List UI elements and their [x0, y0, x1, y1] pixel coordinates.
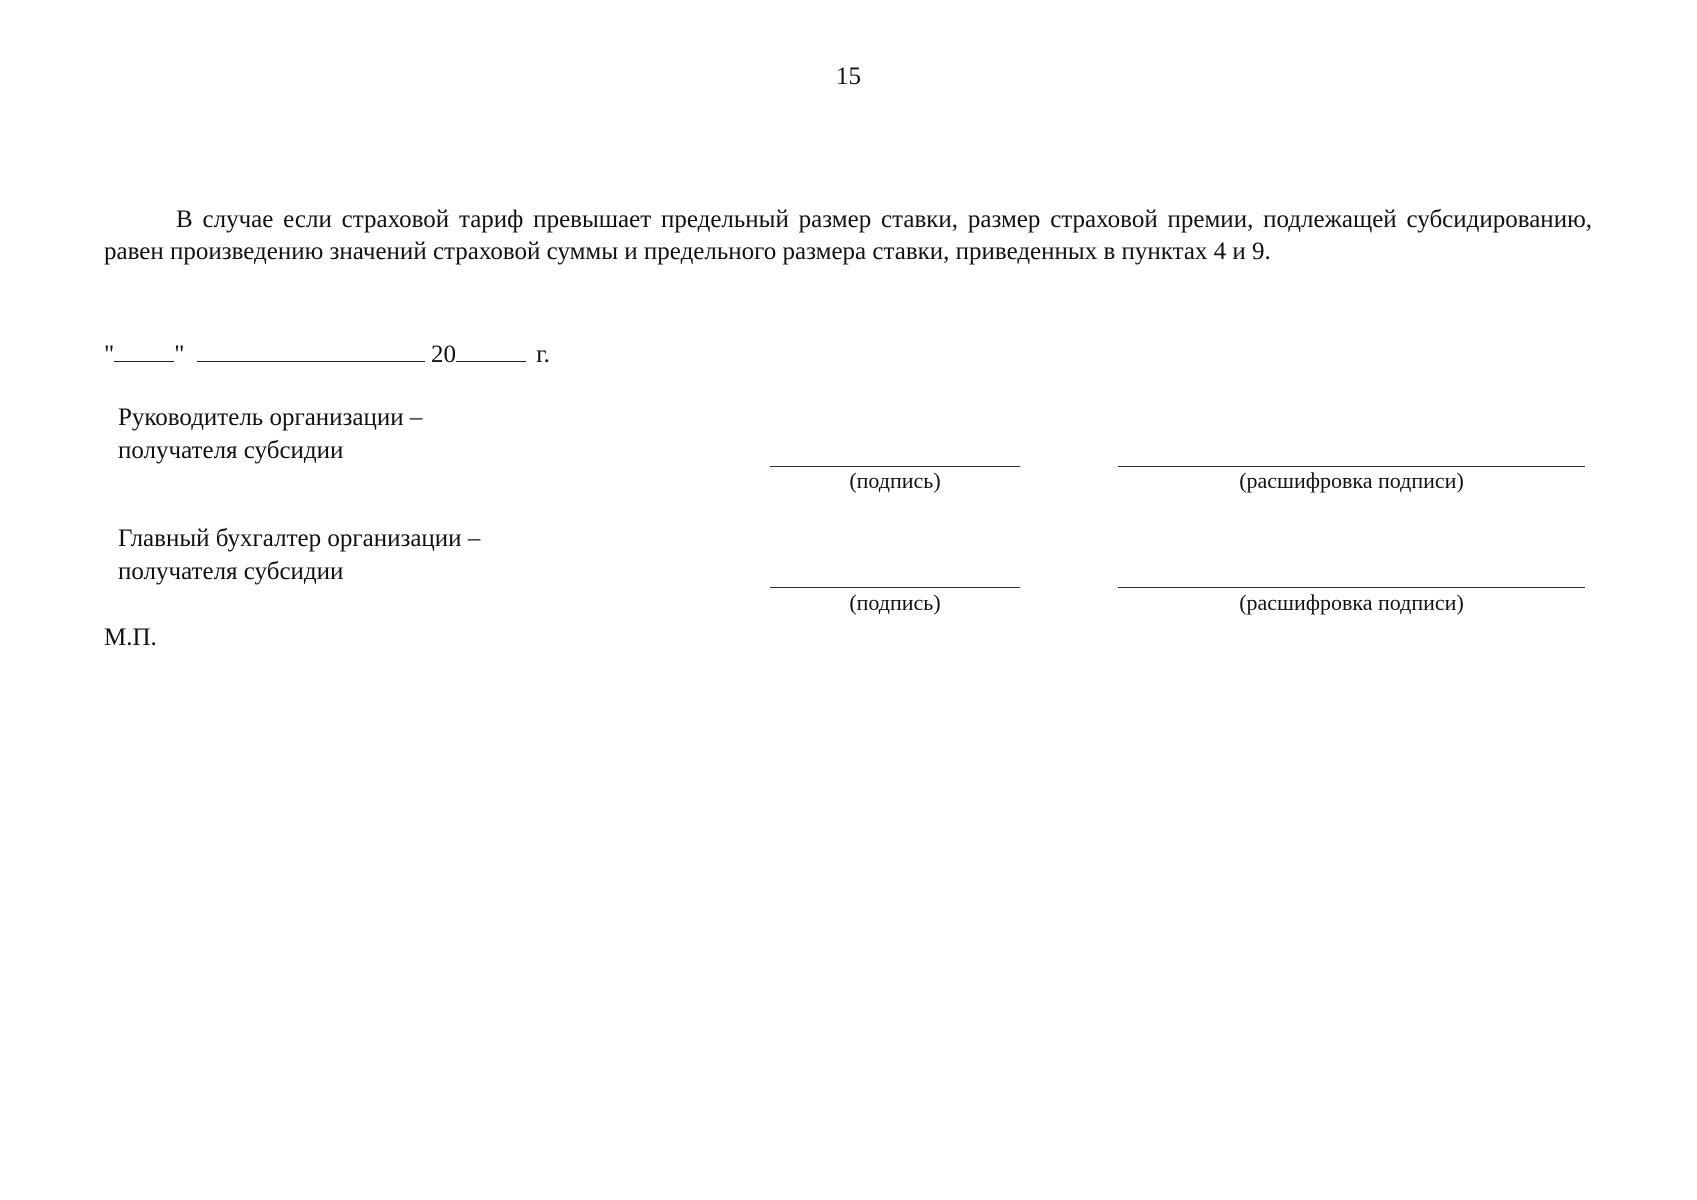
head-role-line2: получателя субсидии	[118, 437, 344, 464]
date-close-quote: "	[174, 341, 185, 368]
body-paragraph: В случае если страховой тариф превышает предельный размер ставки, размер страховой премии, подлежащей субсидированию, равен произведению значений страховой суммы и предельного размера ставки, приведенных в пунктах 4 и 9.	[104, 206, 1592, 265]
year-prefix: 20	[430, 341, 456, 368]
accountant-role-label	[118, 522, 480, 588]
date-line	[104, 337, 550, 371]
head-decoding-caption: (расшифровка подписи)	[1239, 468, 1464, 493]
year-suffix: г.	[536, 341, 550, 368]
month-blank	[197, 337, 425, 362]
head-role-line1: Руководитель организации –	[118, 404, 423, 431]
head-role-label	[118, 401, 422, 467]
head-decoding-line	[1118, 466, 1585, 467]
accountant-decoding-line	[1118, 587, 1585, 588]
page-number: 15	[836, 63, 861, 90]
accountant-decoding-caption: (расшифровка подписи)	[1239, 590, 1464, 615]
head-signature-line	[770, 466, 1020, 467]
stamp-place-label: М.П.	[104, 624, 157, 651]
accountant-signature-caption: (подпись)	[849, 590, 941, 615]
accountant-role-line2: получателя субсидии	[118, 558, 344, 585]
accountant-signature-line	[770, 587, 1020, 588]
accountant-role-line1: Главный бухгалтер организации –	[118, 525, 481, 552]
day-blank	[114, 337, 174, 362]
head-signature-caption: (подпись)	[849, 468, 941, 493]
date-open-quote: "	[104, 341, 115, 368]
year-blank	[456, 337, 526, 362]
